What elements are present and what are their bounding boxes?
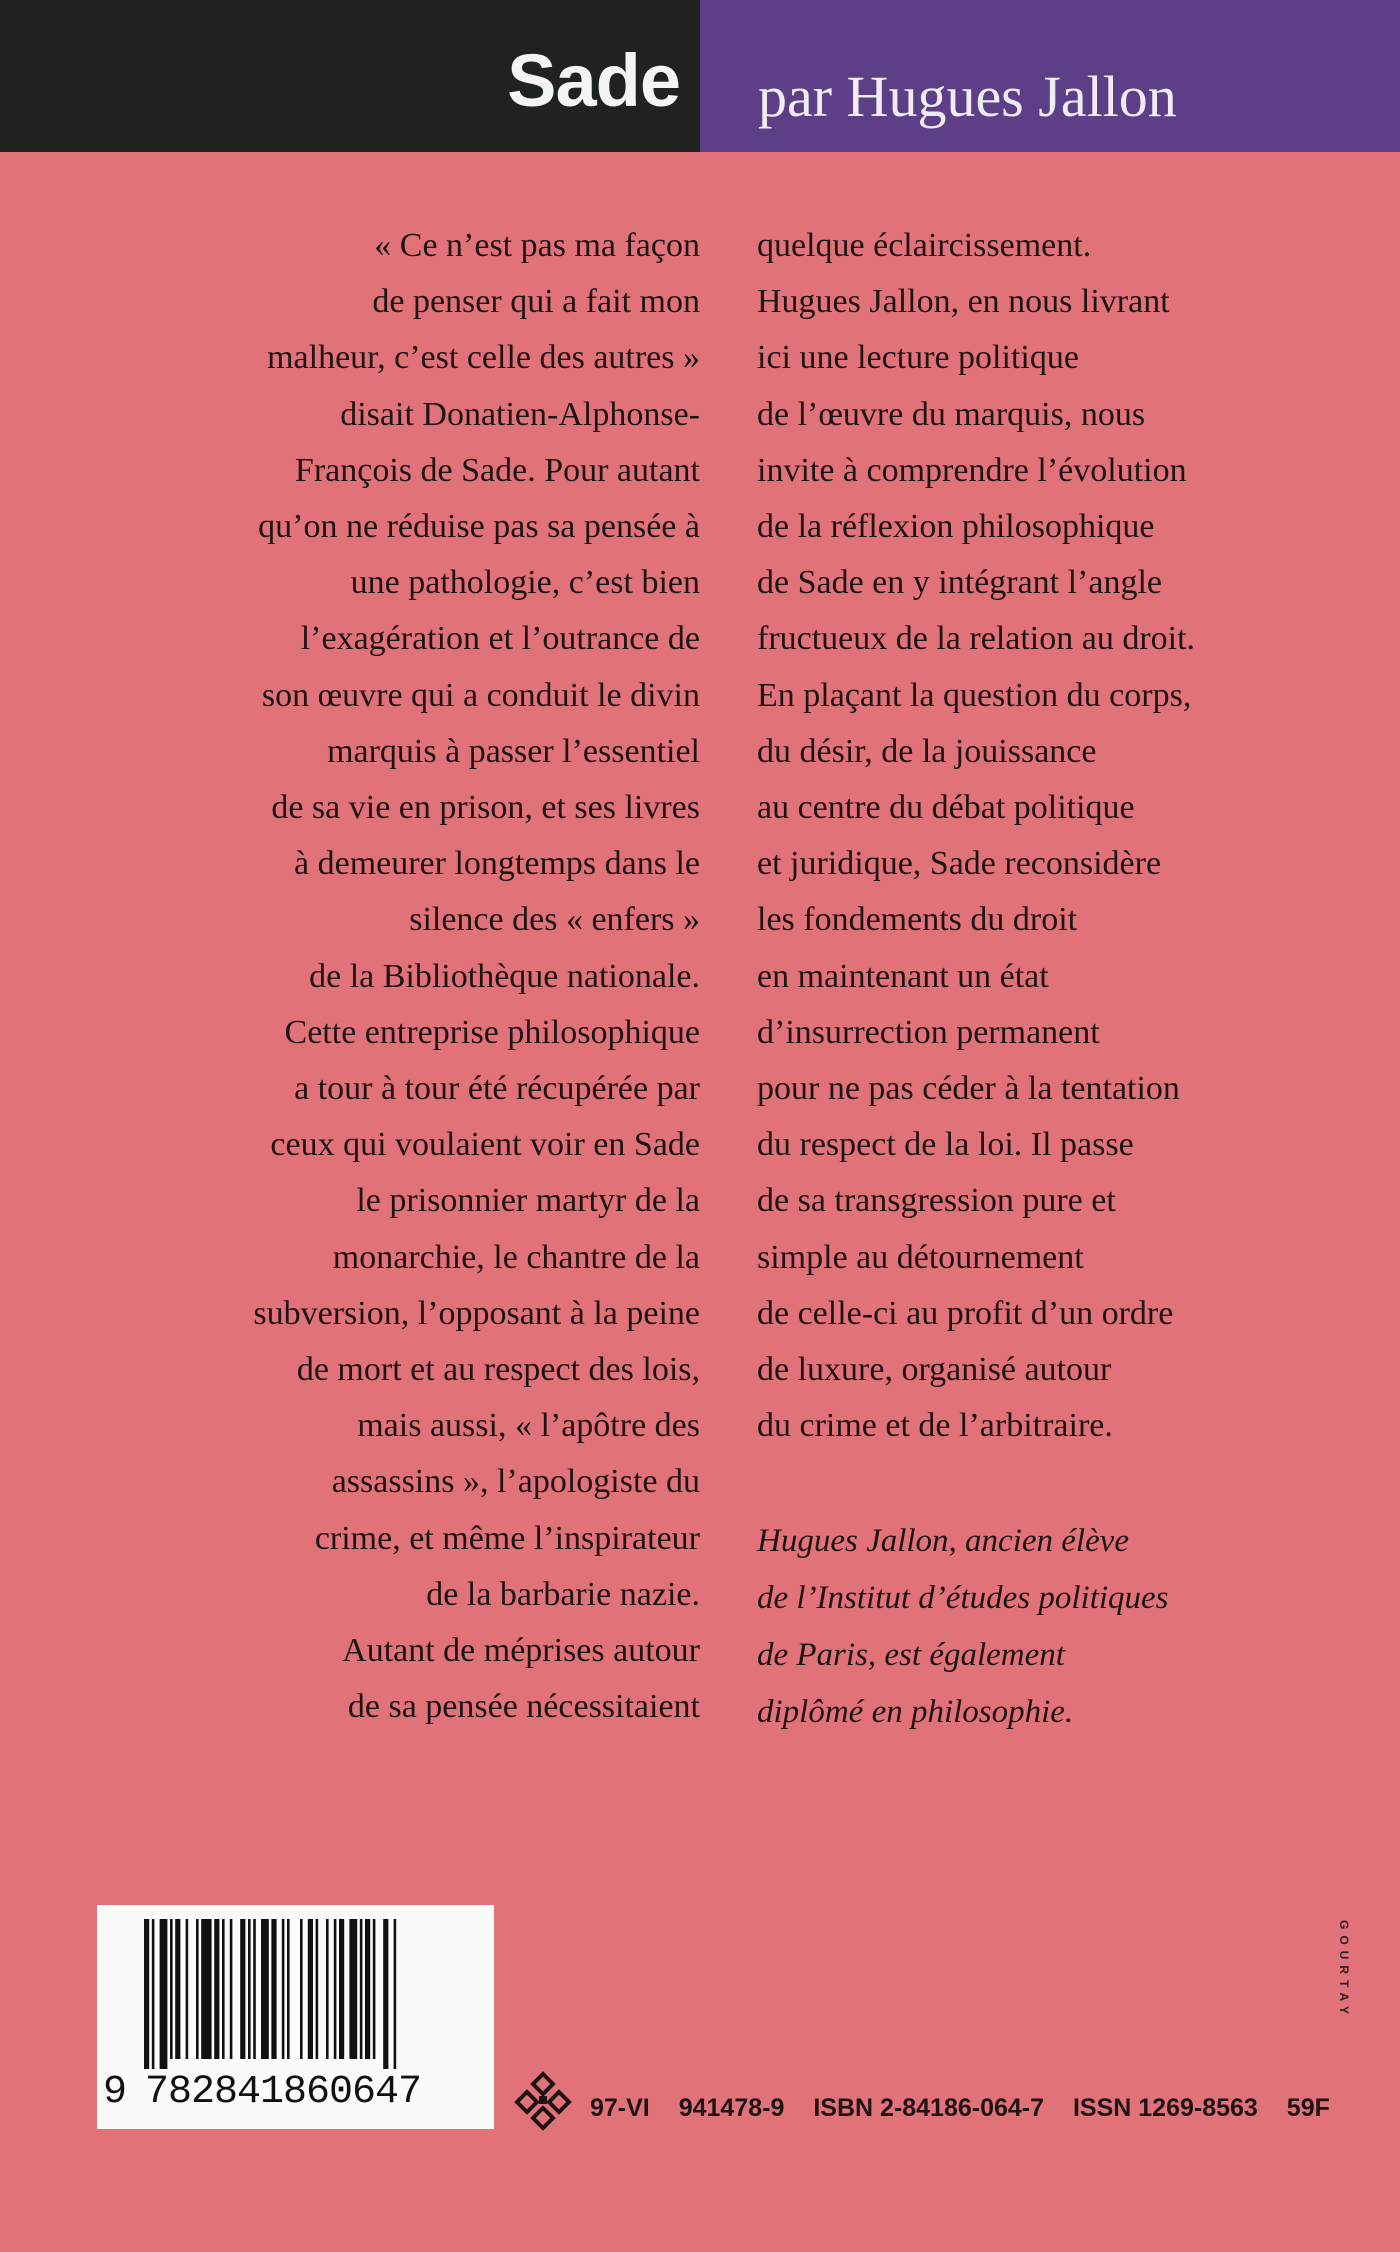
isbn: ISBN 2-84186-064-7 (813, 2094, 1045, 2122)
blurb-line: a tour à tour été récupérée par (294, 1070, 700, 1108)
barcode-bar (394, 1919, 397, 2069)
barcode-bar (383, 1919, 388, 2069)
publisher-logo-icon (510, 2068, 576, 2132)
barcode-bar (214, 1919, 219, 2059)
blurb-line: Autant de méprises autour (342, 1632, 700, 1670)
blurb-line: le prisonnier martyr de la (356, 1182, 700, 1220)
barcode-bar (316, 1919, 319, 2059)
price: 59F (1286, 2094, 1330, 2122)
blurb-line: au centre du débat politique (757, 789, 1135, 827)
header-dark-band (0, 0, 700, 152)
blurb-line: En plaçant la question du corps, (757, 676, 1192, 714)
blurb-line: disait Donatien-Alphonse- (340, 395, 700, 433)
blurb-line: ceux qui voulaient voir en Sade (270, 1126, 700, 1164)
barcode-bar (349, 1919, 357, 2059)
blurb-line: d’insurrection permanent (757, 1013, 1100, 1051)
blurb-line: de la Bibliothèque nationale. (309, 957, 700, 995)
blurb-line: mais aussi, « l’apôtre des (357, 1407, 700, 1445)
barcode-bar (196, 1919, 199, 2059)
blurb-line: pour ne pas céder à la tentation (757, 1070, 1180, 1108)
blurb-line: qu’on ne réduise pas sa pensée à (258, 508, 700, 546)
blurb-line: une pathologie, c’est bien (350, 564, 700, 602)
barcode-bar (186, 1919, 189, 2059)
barcode-bar (144, 1919, 149, 2069)
barcode-bar (282, 1919, 285, 2059)
blurb-line: subversion, l’opposant à la peine (253, 1294, 700, 1332)
blurb-line: de l’œuvre du marquis, nous (757, 395, 1146, 433)
cover-header (0, 0, 1400, 152)
bio-line: diplômé en philosophie. (757, 1694, 1074, 1730)
blurb-line: « Ce n’est pas ma façon (374, 227, 700, 264)
barcode-bar (334, 1919, 337, 2059)
blurb-line: François de Sade. Pour autant (294, 451, 700, 489)
barcode-digits: 782841860647 (145, 2070, 422, 2115)
barcode-first-digit: 9 (103, 2070, 128, 2115)
barcode-bar (253, 1919, 256, 2059)
blurb-line: les fondements du droit (757, 901, 1078, 939)
barcode-bar (240, 1919, 245, 2059)
blurb-line: marquis à passer l’essentiel (327, 732, 700, 770)
barcode-bar (326, 1919, 329, 2059)
barcode-bar (160, 1919, 168, 2069)
blurb-line: de la réflexion philosophique (757, 508, 1155, 546)
author-bio (757, 1513, 1317, 1741)
blurb-line: à demeurer longtemps dans le (294, 845, 700, 883)
blurb-line: Cette entreprise philosophique (284, 1013, 700, 1051)
barcode-bar (271, 1919, 276, 2059)
blurb-line: en maintenant un état (757, 957, 1049, 995)
blurb-line: fructueux de la relation au droit. (757, 620, 1196, 658)
blurb-line: de la barbarie nazie. (426, 1575, 700, 1613)
blurb-line: simple au détournement (757, 1238, 1084, 1276)
book-author: par Hugues Jallon (758, 64, 1177, 129)
barcode-bar (175, 1919, 180, 2059)
blurb-line: de luxure, organisé autour (757, 1351, 1112, 1389)
blurb-left-column (160, 218, 700, 1735)
blurb-line: malheur, c’est celle des autres » (267, 339, 700, 377)
blurb-line: de Sade en y intégrant l’angle (757, 564, 1163, 602)
blurb-line: de sa transgression pure et (757, 1182, 1116, 1220)
barcode-bar (170, 1919, 173, 2059)
barcode (97, 1905, 494, 2129)
blurb-line: de celle-ci au profit d’un ordre (757, 1294, 1174, 1332)
book-title: Sade (507, 39, 680, 122)
barcode-bar (261, 1919, 269, 2059)
blurb-line: ici une lecture politique (757, 339, 1079, 377)
reference-code: 941478-9 (678, 2094, 785, 2122)
barcode-bar (365, 1919, 370, 2059)
header-purple-band (700, 0, 1400, 152)
barcode-bar (339, 1919, 344, 2059)
barcode-bar (300, 1919, 303, 2059)
blurb-line: et juridique, Sade reconsidère (757, 845, 1162, 883)
barcode-bar (360, 1919, 363, 2059)
blurb-line: son œuvre qui a conduit le divin (261, 676, 700, 714)
bio-line: de l’Institut d’études politiques (757, 1580, 1169, 1616)
blurb-line: de sa pensée nécessitaient (347, 1688, 700, 1726)
blurb-line: du crime et de l’arbitraire. (757, 1407, 1113, 1445)
catalog-code: 97-VI (590, 2094, 650, 2122)
blurb-line: quelque éclaircissement. (757, 227, 1092, 264)
barcode-bar (230, 1919, 233, 2059)
blurb-line: de sa vie en prison, et ses livres (271, 789, 700, 827)
blurb-line: monarchie, le chantre de la (332, 1238, 700, 1276)
barcode-bar (248, 1919, 251, 2059)
barcode-bar (201, 1919, 211, 2059)
blurb-line: de mort et au respect des lois, (296, 1351, 700, 1389)
publication-codes (590, 2096, 1330, 2121)
barcode-bar (373, 1919, 376, 2059)
blurb-line: Hugues Jallon, en nous livrant (757, 283, 1170, 321)
barcode-bar (308, 1919, 313, 2059)
barcode-bar (222, 1919, 225, 2059)
blurb-line: invite à comprendre l’évolution (757, 451, 1187, 489)
blurb-line: silence des « enfers » (409, 901, 700, 939)
barcode-bar (152, 1919, 155, 2069)
blurb-line: du désir, de la jouissance (757, 732, 1097, 770)
blurb-line: crime, et même l’inspirateur (314, 1519, 700, 1557)
barcode-bar (287, 1919, 290, 2059)
issn: ISSN 1269-8563 (1072, 2094, 1258, 2122)
bio-line: Hugues Jallon, ancien élève (757, 1523, 1130, 1559)
blurb-line: assassins », l’apologiste du (331, 1463, 700, 1501)
barcode-bars (144, 1919, 444, 2069)
blurb-line: du respect de la loi. Il passe (757, 1126, 1134, 1164)
designer-credit: GOURTAY (1337, 1920, 1351, 2021)
bio-line: de Paris, est également (757, 1637, 1065, 1673)
blurb-right-column (757, 218, 1317, 1454)
blurb-line: l’exagération et l’outrance de (300, 620, 700, 658)
blurb-line: de penser qui a fait mon (372, 283, 700, 321)
